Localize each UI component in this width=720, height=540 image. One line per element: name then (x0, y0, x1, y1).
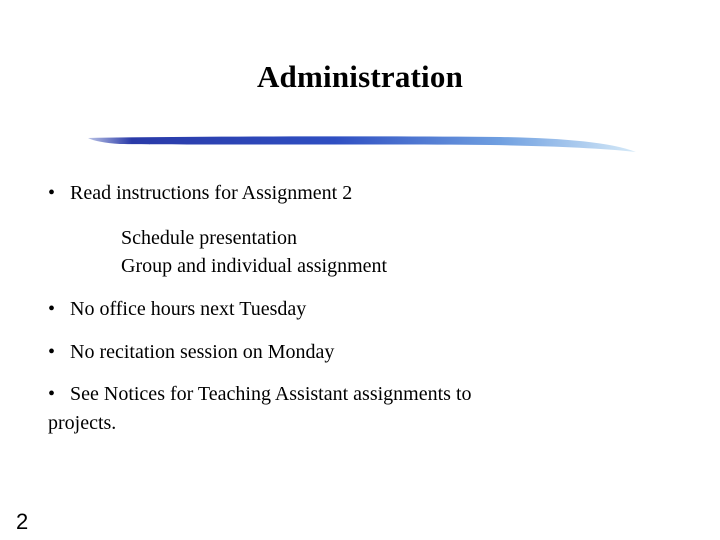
bullet-text: No office hours next Tuesday (70, 298, 307, 320)
bullet-glyph: • (48, 341, 56, 363)
bullet-glyph: • (48, 383, 56, 405)
bullet-glyph: • (48, 298, 56, 320)
bullet-item (48, 339, 334, 366)
bullet-text: Read instructions for Assignment 2 (70, 182, 353, 204)
slide-title-text: Administration (256, 59, 464, 94)
slide-title (0, 57, 720, 97)
bullet-item (48, 180, 352, 207)
bullet-glyph: • (48, 182, 56, 204)
sub-item: Group and individual assignment (121, 255, 388, 277)
bullet-item (48, 296, 306, 323)
bullet-item (48, 381, 472, 408)
sub-item: Schedule presentation (121, 227, 298, 249)
page-number: 2 (16, 509, 29, 534)
bullet-continuation: projects. (48, 412, 117, 434)
bullet-text: See Notices for Teaching Assistant assignments to (70, 383, 472, 405)
bullet-text: No recitation session on Monday (70, 341, 335, 363)
title-underline-swoosh (80, 128, 640, 164)
